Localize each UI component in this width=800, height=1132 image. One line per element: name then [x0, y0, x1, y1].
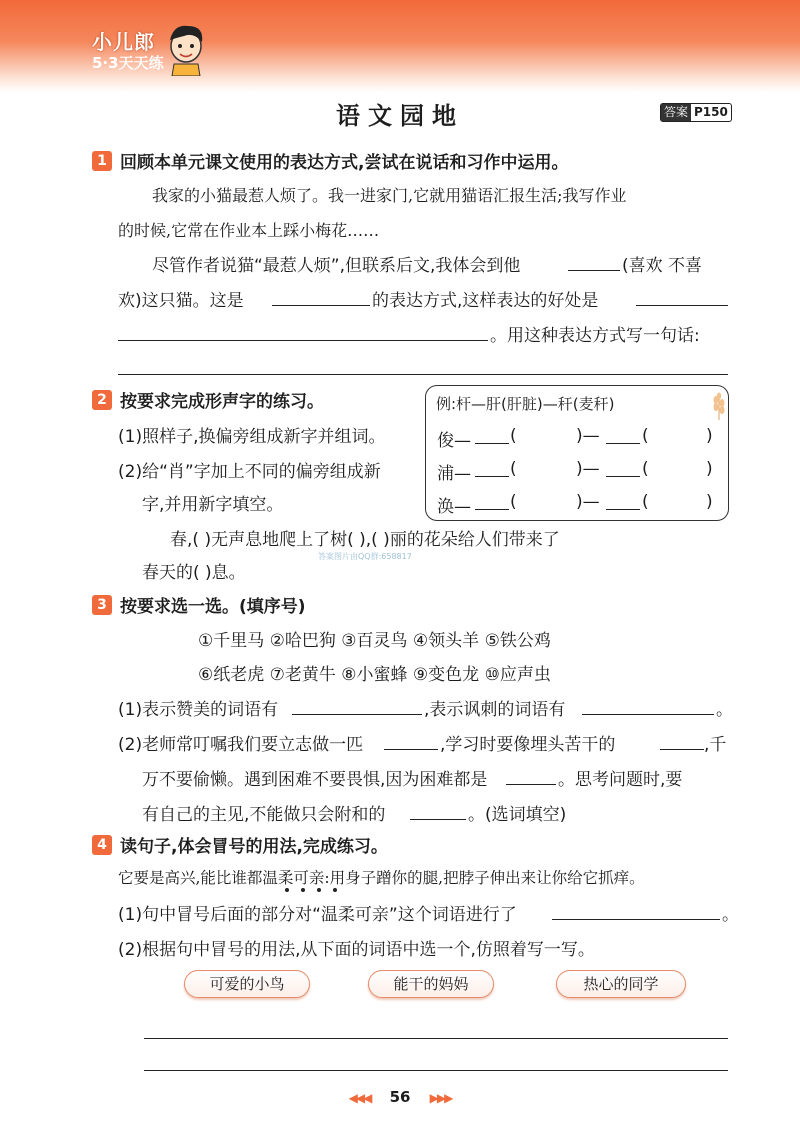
q1-line-1-text: 尽管作者说猫“最惹人烦”,但联系后文,我体会到他: [152, 256, 521, 276]
q3-s4-text-b: 。(选词填空): [468, 805, 567, 825]
question-4-heading: [92, 832, 388, 857]
question-2-number: 2: [92, 390, 112, 410]
q2-row-1-paren-1-right: )—: [576, 426, 600, 446]
q3-s3-text-a: 万不要偷懒。遇到困难不要畏惧,因为困难都是: [142, 770, 488, 790]
watermark-text: 答案图片由QQ群:658817: [318, 552, 412, 561]
emphasis-dot: [301, 888, 305, 892]
q3-echo-blank[interactable]: [410, 819, 466, 820]
q1-line-2-text-b: 的表达方式,这样表达的好处是: [372, 291, 599, 311]
q4-s1-text-a: (1)句中冒号后面的部分对“温柔可亲”这个词语进行了: [118, 905, 517, 925]
emphasis-dot: [317, 888, 321, 892]
q2-row-2-paren-1-right: )—: [576, 459, 600, 479]
mascot-boy-icon: [164, 22, 208, 76]
question-4-number: 4: [92, 835, 112, 855]
q2-row-2-char-blank-2[interactable]: [606, 476, 640, 477]
q1-passage-line-2: 的时候,它常在作业本上踩小梅花……: [118, 221, 380, 240]
q3-options-row-2: ⑥纸老虎 ⑦老黄牛 ⑧小蜜蜂 ⑨变色龙 ⑩应声虫: [198, 665, 551, 685]
logo-title: 小儿郎: [92, 30, 155, 54]
q2-row-1-paren-2-left: (: [642, 426, 649, 446]
q2-example: 例:杆—肝(肝脏)—秆(麦秆): [436, 395, 615, 413]
q2-row-1-char: 俊—: [437, 431, 471, 451]
q2-row-3-char-blank-2[interactable]: [606, 509, 640, 510]
question-3-title: 按要求选一选。(填序号): [120, 597, 306, 617]
q1-expression-blank[interactable]: [272, 305, 370, 306]
q4-s1-text-b: 。: [722, 905, 739, 925]
q1-line-1-choice: (喜欢 不喜: [622, 256, 703, 276]
right-arrows-icon: ▶▶▶: [429, 1091, 452, 1105]
q2-row-3-char-blank-1[interactable]: [475, 509, 509, 510]
q3-praise-blank[interactable]: [292, 714, 422, 715]
q2-row-2-paren-1-left: (: [510, 459, 517, 479]
q4-explanation-blank[interactable]: [552, 919, 720, 920]
q3-s2-text-a: (2)老师常叮嘱我们要立志做一匹: [118, 735, 364, 755]
question-1-number: 1: [92, 151, 112, 171]
brand-logo: [78, 22, 218, 78]
answer-label: 答案: [661, 104, 691, 121]
q4-writing-line-1[interactable]: [144, 1038, 728, 1039]
q2-row-3-char: 涣—: [437, 497, 471, 517]
q3-hardwork-blank[interactable]: [660, 749, 704, 750]
page-footer: [0, 1088, 800, 1106]
q4-sentence: 它要是高兴,能比谁都温柔可亲:用身子蹭你的腿,把脖子伸出来让你给它抓痒。: [118, 869, 645, 887]
q1-benefit-blank-a[interactable]: [636, 305, 728, 306]
q2-row-2-char-blank-1[interactable]: [475, 476, 509, 477]
word-choice-cute-bird[interactable]: 可爱的小鸟: [184, 970, 310, 998]
page-number: 56: [389, 1088, 411, 1106]
q3-satire-blank[interactable]: [582, 714, 714, 715]
q2-row-1-paren-1-left: (: [510, 426, 517, 446]
question-4-title: 读句子,体会冒号的用法,完成练习。: [120, 837, 388, 857]
q2-row-2-paren-2-left: (: [642, 459, 649, 479]
page-title: 语文园地: [336, 102, 464, 130]
question-2-title: 按要求完成形声字的练习。: [120, 392, 324, 412]
q2-row-3-paren-2-left: (: [642, 492, 649, 512]
word-choice-kind-classmate[interactable]: 热心的同学: [556, 970, 686, 998]
q2-row-3-paren-1-left: (: [510, 492, 517, 512]
emphasis-dot: [333, 888, 337, 892]
q2-row-3-paren-2-right: ): [706, 492, 713, 512]
q2-row-3-paren-1-right: )—: [576, 492, 600, 512]
q3-horse-blank[interactable]: [384, 749, 438, 750]
emphasis-dot: [285, 888, 289, 892]
q3-s2-text-b: ,学习时要像埋头苦干的: [440, 735, 616, 755]
wheat-icon: [712, 392, 726, 420]
q2-item-2-line-a: (2)给“肖”字加上不同的偏旁组成新: [118, 462, 381, 482]
question-3-heading: [92, 592, 306, 617]
question-3-number: 3: [92, 595, 112, 615]
q4-s2-text: (2)根据句中冒号的用法,从下面的词语中选一个,仿照着写一写。: [118, 940, 595, 960]
q2-item-2-line-b: 字,并用新字填空。: [142, 495, 284, 515]
answer-page: P150: [694, 105, 728, 119]
q2-row-2-char: 浦—: [437, 464, 471, 484]
q3-options-row-1: ①千里马 ②哈巴狗 ③百灵鸟 ④领头羊 ⑤铁公鸡: [198, 631, 551, 651]
q1-line-2-text-a: 欢)这只猫。这是: [118, 291, 244, 311]
q3-s1-text-a: (1)表示赞美的词语有: [118, 700, 279, 720]
q1-feeling-blank[interactable]: [568, 270, 620, 271]
q3-s2-text-c: ,千: [704, 735, 727, 755]
q2-fill-line-1: 春,( )无声息地爬上了树( ),( )丽的花朵给人们带来了: [170, 530, 560, 550]
q1-benefit-blank-b[interactable]: [118, 340, 488, 341]
question-1-title: 回顾本单元课文使用的表达方式,尝试在说话和习作中运用。: [120, 153, 569, 173]
q3-s1-text-b: ,表示讽刺的词语有: [424, 700, 566, 720]
answer-reference-badge: [660, 103, 732, 122]
question-1-heading: [92, 148, 568, 173]
left-arrows-icon: ◀◀◀: [348, 1091, 371, 1105]
q3-s3-text-b: 。思考问题时,要: [558, 770, 683, 790]
q2-item-1: (1)照样子,换偏旁组成新字并组词。: [118, 427, 386, 447]
q4-writing-line-2[interactable]: [144, 1070, 728, 1071]
q3-s4-text-a: 有自己的主见,不能做只会附和的: [142, 805, 386, 825]
logo-subtitle: 5·3天天练: [92, 54, 164, 72]
q3-difficulty-blank[interactable]: [506, 784, 556, 785]
q2-row-2-paren-2-right: ): [706, 459, 713, 479]
q1-line-3-text: 。用这种表达方式写一句话:: [490, 326, 700, 346]
question-2-heading: [92, 387, 324, 412]
q2-row-1-paren-2-right: ): [706, 426, 713, 446]
q2-fill-line-2: 春天的( )息。: [142, 563, 246, 583]
q1-sentence-writing-line[interactable]: [118, 374, 728, 375]
q2-row-1-char-blank-1[interactable]: [475, 443, 509, 444]
word-choice-capable-mom[interactable]: 能干的妈妈: [368, 970, 494, 998]
q2-row-1-char-blank-2[interactable]: [606, 443, 640, 444]
q1-passage-line-1: 我家的小猫最惹人烦了。我一进家门,它就用猫语汇报生活;我写作业: [152, 186, 627, 205]
q3-s1-text-c: 。: [716, 700, 733, 720]
